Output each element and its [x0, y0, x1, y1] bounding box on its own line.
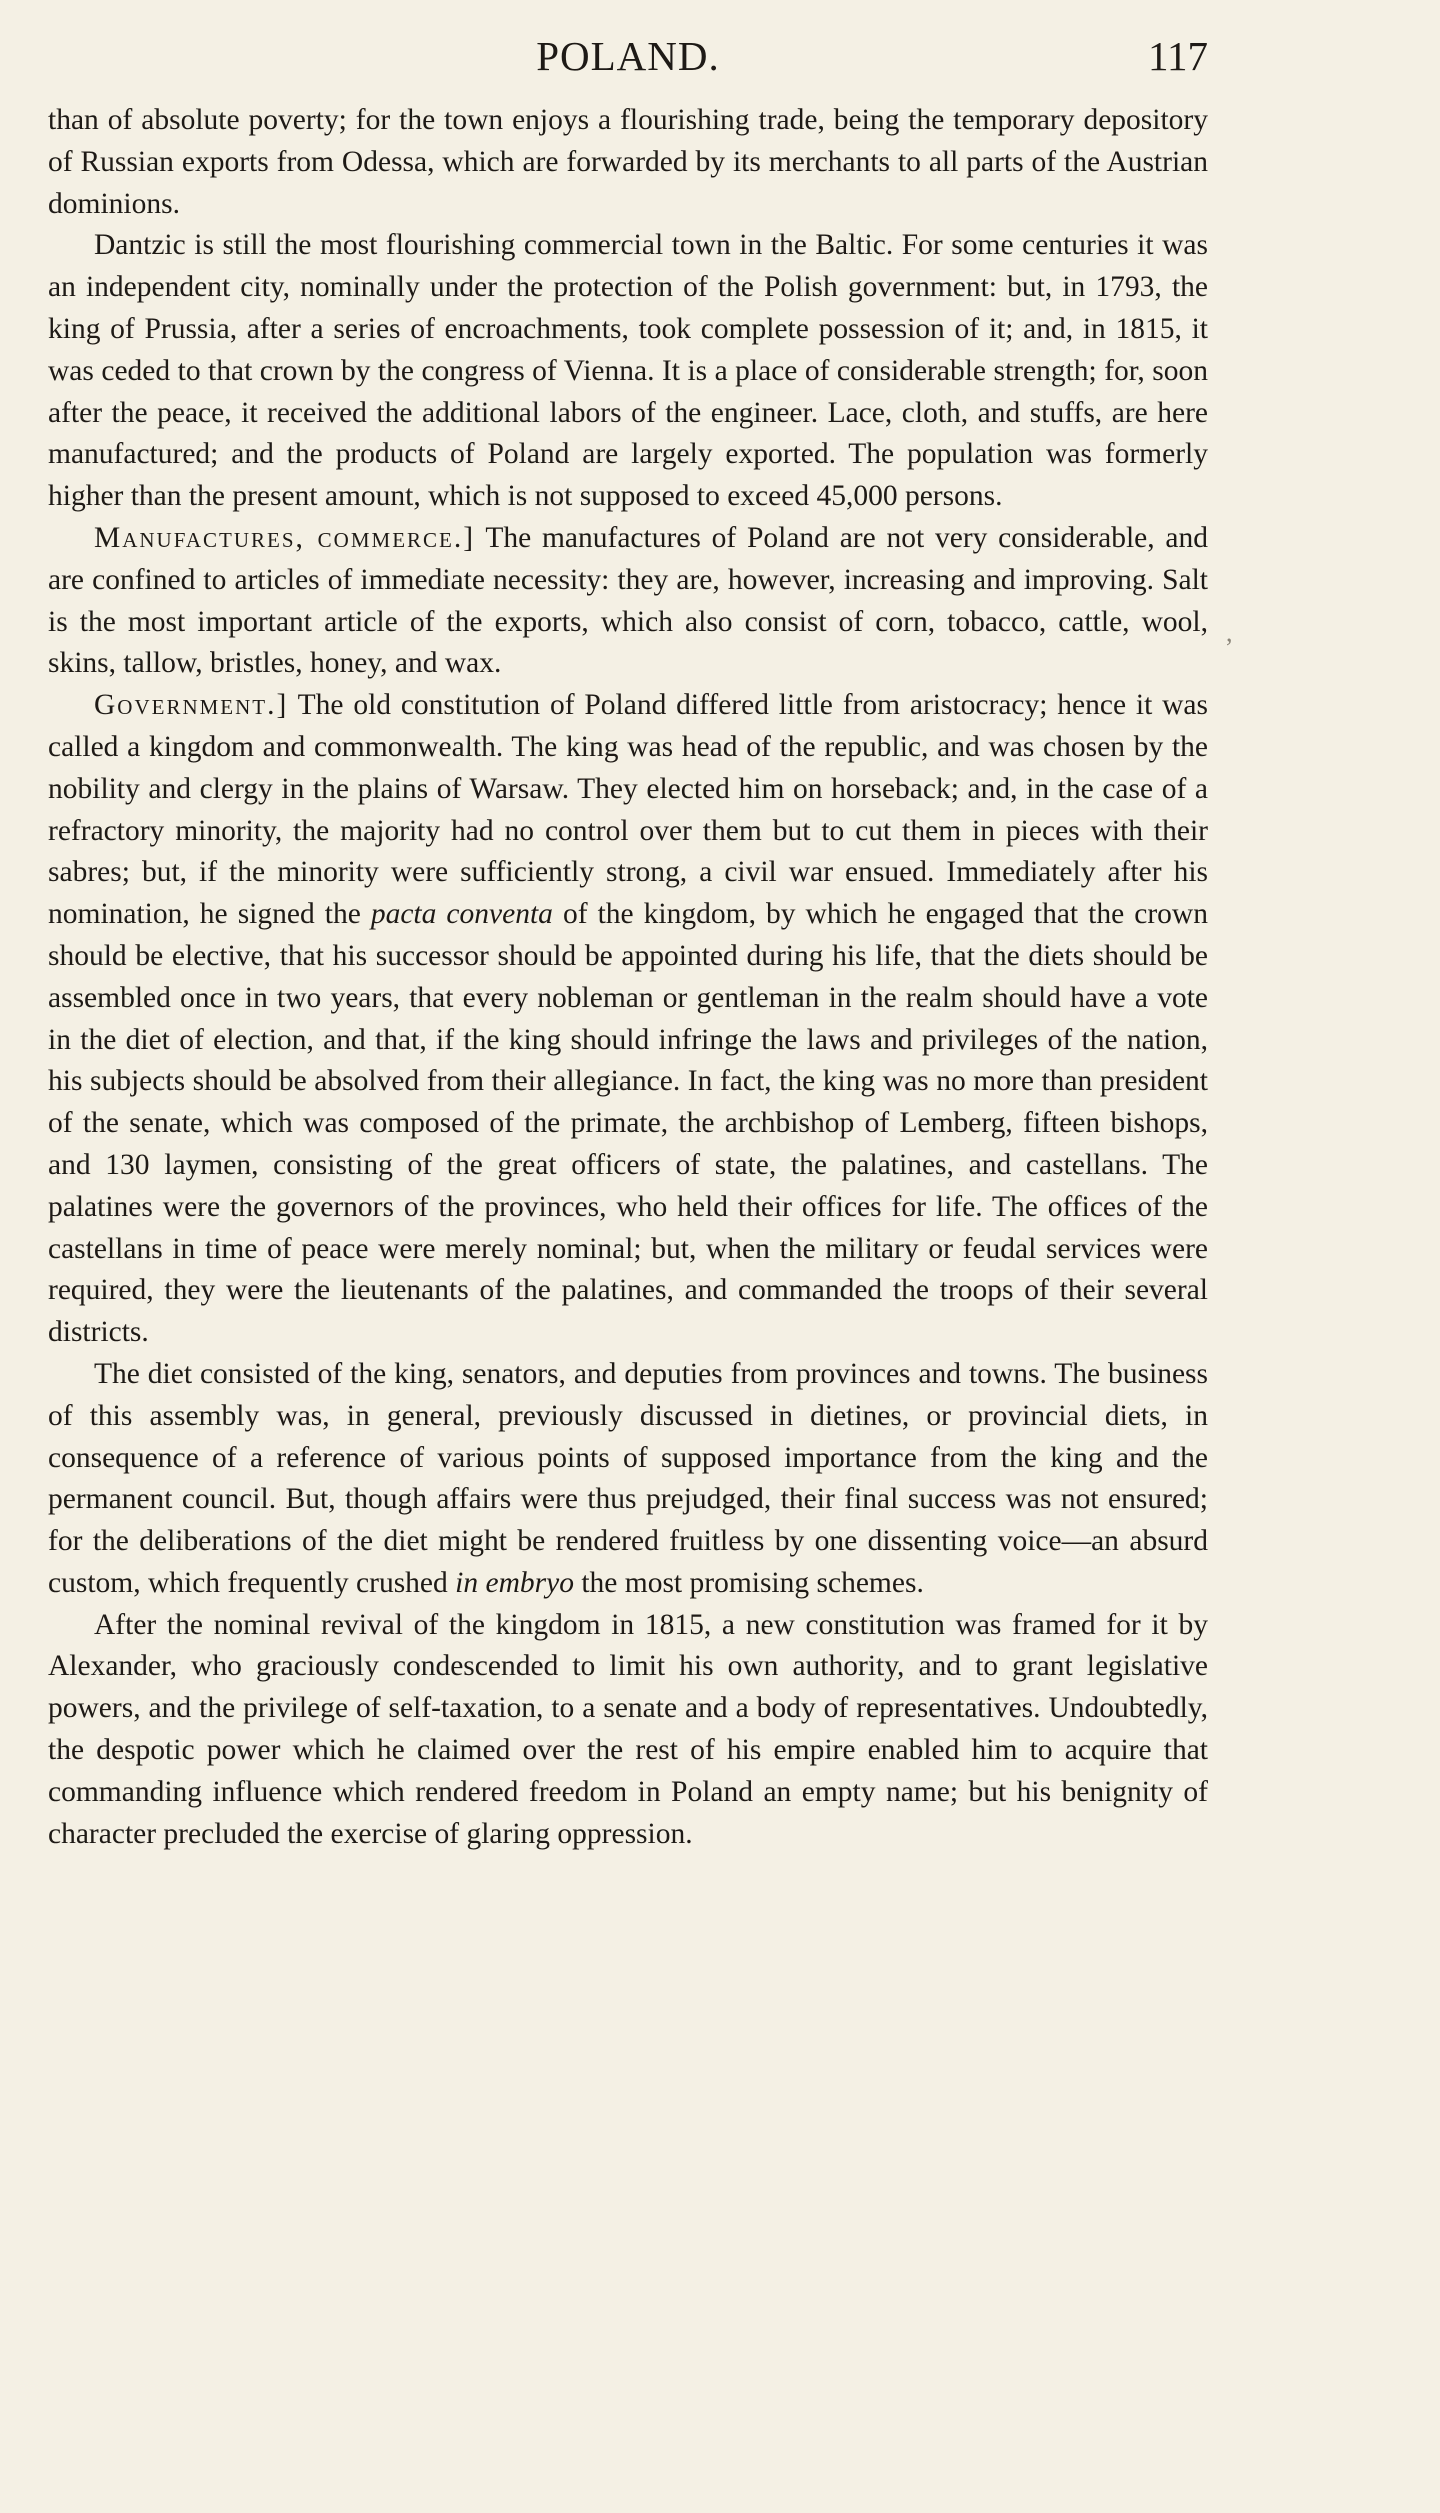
paragraph-diet — [48, 1354, 1208, 1605]
section-heading-government: Government.] — [94, 689, 289, 722]
paragraph-text: The old constitution of Poland differed little from aristocracy; hence it was called a kingdom and commonwealth. The king was head of the republic, and was chosen by the nobility and clergy in the plains of Warsaw. They elected him on horseback; and, in the case of a refractory minority, the majority had no control over them but to cut them in pieces with their sabres; but, if the minority were sufficiently strong, a civil war ensued. Immediately after his nomination, he signed the — [48, 689, 1208, 931]
italic-term: in embryo — [455, 1566, 574, 1599]
paragraph-government — [48, 685, 1208, 1354]
paragraph-text: of the kingdom, by which he engaged that the crown should be elective, that his successor should be appointed during his life, that the diets should be assembled once in two years, that every nobleman or gentleman in the realm should have a vote in the diet of election, and that, if the king should infringe the laws and privileges of the nation, his subjects should be absolved from their allegiance. In fact, the king was no more than president of the senate, which was composed of the primate, the archbishop of Lemberg, fifteen bishops, and 130 laymen, consisting of the great officers of state, the palatines, and castellans. The palatines were the governors of the provinces, who held their offices for life. The offices of the castellans in time of peace were merely nominal; but, when the military or feudal services were required, they were the lieutenants of the palatines, and commanded the troops of their several districts. — [48, 898, 1208, 1349]
margin-mark: , — [1226, 618, 1233, 647]
paragraph-dantzic: Dantzic is still the most flourishing commercial town in the Baltic. For some centuries it was an independent city, nominally under the protection of the Polish government: but, in 1793, the king of Prussia, after a series of encroachments, took complete possession of it; and, in 1815, it was ceded to that crown by the congress of Vienna. It is a place of considerable strength; for, soon after the peace, it received the additional labors of the engineer. Lace, cloth, and stuffs, are here manufactured; and the products of Poland are largely exported. The population was formerly higher than the present amount, which is not supposed to exceed 45,000 persons. — [48, 229, 1208, 513]
page-number: 117 — [1148, 33, 1208, 79]
paragraph-constitution: After the nominal revival of the kingdom in 1815, a new constitution was framed for it by Alexander, who graciously condescended to limit his own authority, and to grant legislative powers, and the privilege of self-taxation, to a senate and a body of representatives. Undoubtedly, the despotic power which he claimed over the rest of his empire enabled him to acquire that commanding influence which rendered freedom in Poland an empty name; but his benignity of character precluded the exercise of glaring oppression. — [48, 1608, 1208, 1850]
section-heading-manufactures: Manufactures, commerce.] — [94, 521, 476, 554]
italic-term: pacta conventa — [370, 898, 553, 931]
paragraph-continuation: than of absolute poverty; for the town enjoys a flourishing trade, being the temporary depository of Russian exports from Odessa, which are forwarded by its merchants to all parts of the Austrian dominions. — [48, 104, 1208, 220]
paragraph-text: the most promising schemes. — [573, 1566, 924, 1599]
paragraph-text: The diet consisted of the king, senators, and deputies from provinces and towns. The business of this assembly was, in general, previously discussed in dietines, or provincial diets, in consequence of a reference of various points of supposed importance from the king and the permanent council. But, though affairs were thus prejudged, their final success was not ensured; for the deliberations of the diet might be rendered fruitless by one dissenting voice—an absurd custom, which frequently crushed — [48, 1357, 1208, 1599]
paragraph-text: The manufactures of Poland are not very considerable, and are confined to articles of immediate necessity: they are, however, increasing and improving. Salt is the most important article of the exports, which also consist of corn, tobacco, cattle, wool, skins, tallow, bristles, honey, and wax. — [48, 521, 1208, 680]
running-head — [48, 28, 1208, 84]
paragraph-manufactures — [48, 518, 1208, 685]
body-text — [48, 100, 1208, 1855]
page-title: POLAND. — [536, 33, 720, 79]
